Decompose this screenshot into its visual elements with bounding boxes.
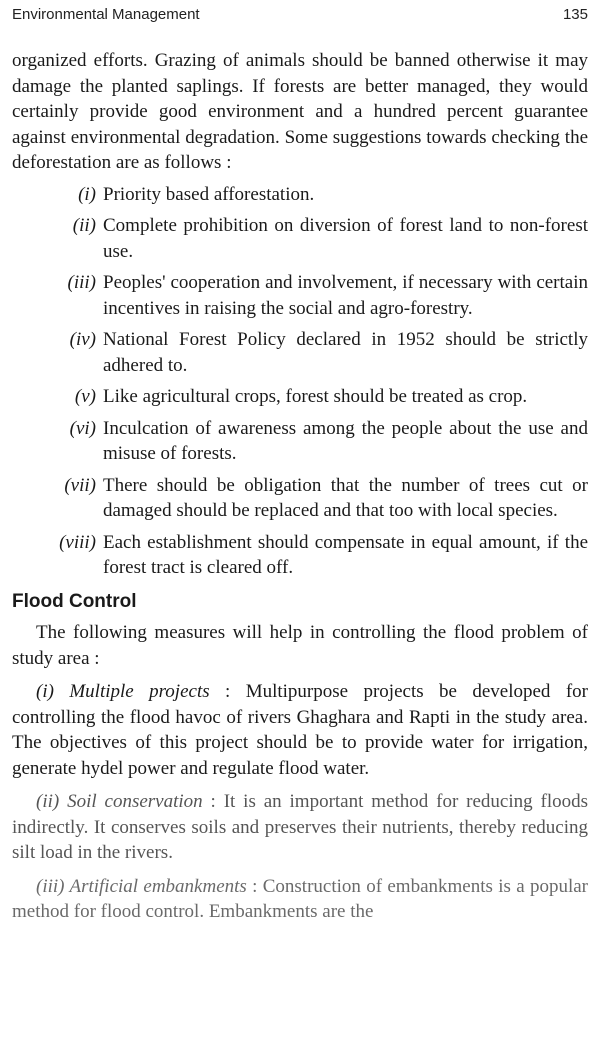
- list-item: [12, 182, 588, 208]
- item-text: Complete prohibition on diversion of forest land to non-forest use.: [103, 215, 588, 262]
- running-title: Environmental Management: [12, 6, 200, 23]
- item-number: (viii): [59, 531, 96, 553]
- measure-label: (i) Multiple projects: [36, 681, 210, 702]
- measure-text: : It is an important method for reducing floods indirectly. It conserves soils and preserves their nutrients, thereby reducing silt load in the rivers.: [12, 791, 589, 863]
- measure-paragraph: [12, 679, 588, 781]
- section-heading: Flood Control: [12, 590, 137, 612]
- item-number: (vii): [64, 474, 96, 496]
- list-item: [12, 270, 588, 321]
- item-number: (i): [78, 183, 96, 205]
- list-item: [12, 384, 588, 410]
- measure-text: : Multipurpose projects be developed for controlling the flood havoc of rivers Ghaghara and Rapti in the study area. The objectives of this project should be to provide water for irrigation, generate hydel power and regulate flood water.: [12, 681, 588, 779]
- list-item: [12, 327, 588, 378]
- measure-text: : Construction of embankments is a popular method for flood control. Embankments are the: [12, 875, 588, 922]
- page-body: [12, 48, 588, 933]
- item-number: (iv): [69, 329, 96, 350]
- page-number: 135: [562, 6, 588, 23]
- measure-label: (ii) Soil conservation: [36, 791, 203, 812]
- item-number: (v): [74, 386, 96, 407]
- list-item: [12, 530, 588, 581]
- page-header: [12, 6, 588, 28]
- item-text: Peoples' cooperation and involvement, if necessary with certain incentives in raising the social and agro-forestry.: [103, 272, 588, 319]
- item-number: (ii): [72, 215, 96, 236]
- item-text: Like agricultural crops, forest should be treated as crop.: [103, 386, 528, 407]
- item-number: (vi): [69, 417, 96, 439]
- measure-paragraph: [12, 789, 588, 866]
- list-item: [12, 416, 588, 467]
- item-text: Inculcation of awareness among the people about the use and misuse of forests.: [103, 417, 588, 464]
- measure-paragraph: [12, 874, 588, 925]
- measure-label: (iii) Artificial embankments: [36, 875, 247, 897]
- item-number: (iii): [67, 272, 96, 293]
- section-intro: The following measures will help in controlling the flood problem of study area :: [12, 622, 588, 669]
- item-text: National Forest Policy declared in 1952 should be strictly adhered to.: [103, 329, 588, 376]
- item-text: There should be obligation that the number of trees cut or damaged should be replaced and that too with local species.: [103, 474, 588, 521]
- list-item: [12, 213, 588, 264]
- intro-paragraph: organized efforts. Grazing of animals should be banned otherwise it may damage the planted saplings. If forests are better managed, they would certainly provide good environment and a hundred percent guarantee against environmental degradation. Some suggestions towards checking the deforestation are as follows :: [12, 50, 588, 173]
- item-text: Priority based afforestation.: [103, 183, 315, 205]
- item-text: Each establishment should compensate in equal amount, if the forest tract is cleared off.: [103, 531, 588, 578]
- list-item: [12, 473, 588, 524]
- deforestation-suggestions-list: [12, 182, 588, 581]
